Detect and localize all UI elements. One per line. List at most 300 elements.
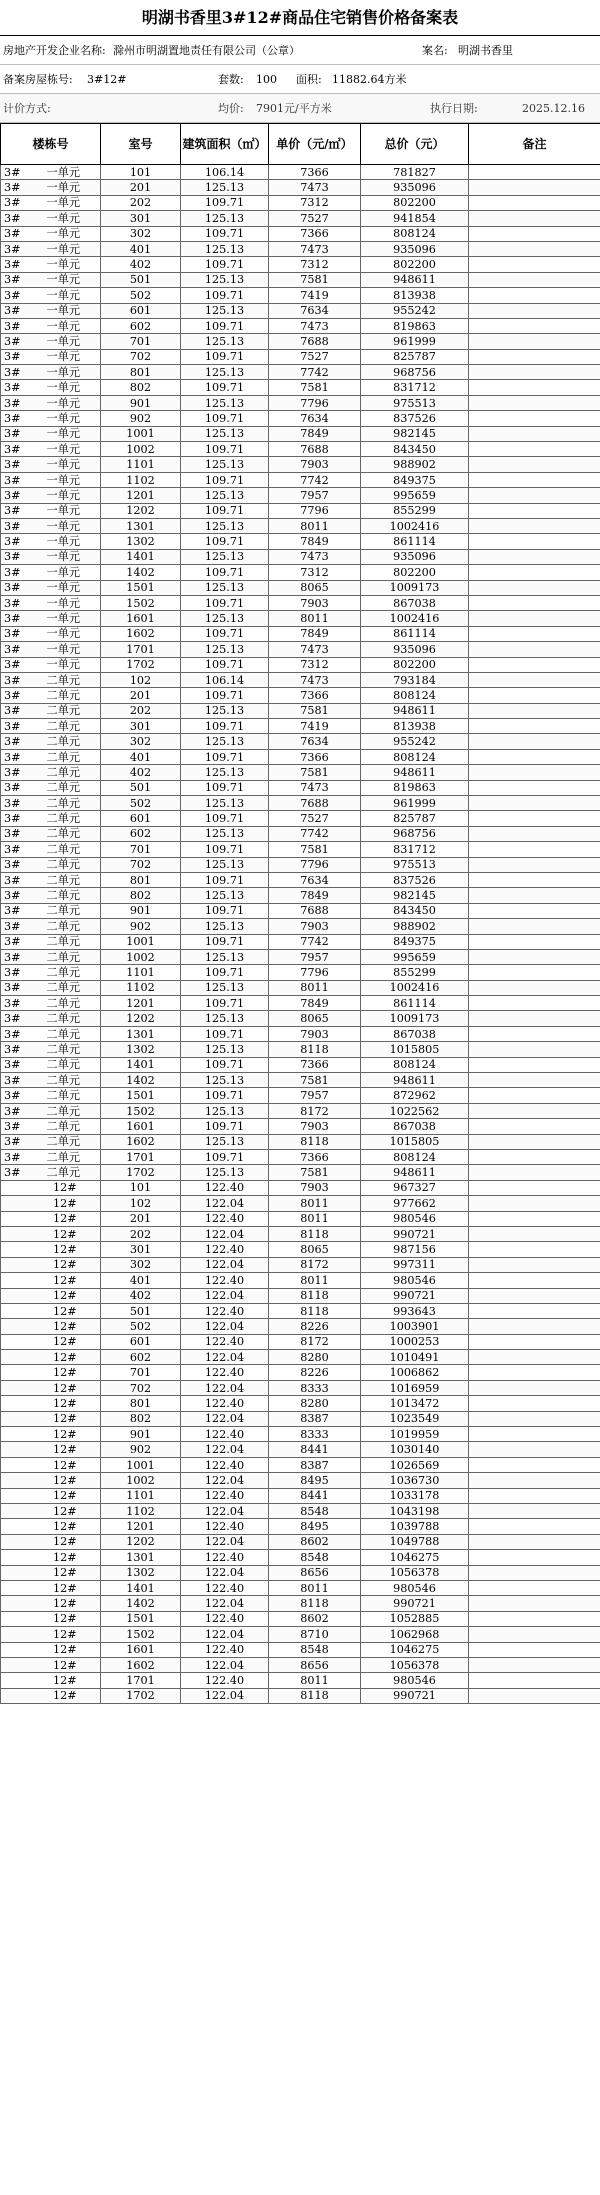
cell-area: 125.13 [181,826,269,841]
cell-total-price: 1022562 [361,1103,469,1118]
cell-building [1,257,101,272]
cell-remark [469,919,600,934]
cell-unit-price: 7366 [269,165,361,180]
table-row [1,195,600,210]
table-row [1,1196,600,1211]
cell-area: 109.71 [181,965,269,980]
cell-building: 12# [1,1442,101,1457]
table-row [1,257,600,272]
cell-remark [469,1550,600,1565]
cell-total-price: 849375 [361,472,469,487]
table-row [1,303,600,318]
cell-building: 12# [1,1180,101,1195]
cell-remark [469,1627,600,1642]
building-number: 3# [4,411,21,425]
unit-name: 一单元 [46,242,81,256]
unit-name: 二单元 [46,1104,81,1118]
cell-total-price: 802200 [361,565,469,580]
building-number: 3# [4,473,21,487]
cell-area: 109.71 [181,472,269,487]
cell-remark [469,303,600,318]
cell-room: 802 [101,1411,181,1426]
cell-room: 1301 [101,1550,181,1565]
cell-remark [469,180,600,195]
cell-remark [469,1257,600,1272]
cell-unit-price: 7581 [269,765,361,780]
building-number: 3# [4,304,21,318]
cell-building [1,857,101,872]
cell-room: 502 [101,288,181,303]
cell-room: 1301 [101,1026,181,1041]
cell-remark [469,1642,600,1657]
cell-total-price: 867038 [361,595,469,610]
table-row [1,1303,600,1318]
cell-building: 12# [1,1288,101,1303]
cell-area: 125.13 [181,1042,269,1057]
unit-name: 二单元 [46,765,81,779]
cell-remark [469,1273,600,1288]
cell-remark [469,703,600,718]
unit-name: 二单元 [46,1089,81,1103]
cell-unit-price: 8280 [269,1350,361,1365]
building-number: 3# [4,196,21,210]
building-number: 3# [4,458,21,472]
table-row [1,488,600,503]
cell-remark [469,672,600,687]
cell-building [1,826,101,841]
table-row [1,549,600,564]
unit-name: 二单元 [46,1150,81,1164]
cell-unit-price: 8118 [269,1042,361,1057]
cell-room: 1101 [101,1488,181,1503]
table-row [1,1180,600,1195]
cell-total-price: 975513 [361,857,469,872]
unit-name: 二单元 [46,981,81,995]
cell-building: 12# [1,1257,101,1272]
cell-room: 201 [101,180,181,195]
unit-name: 一单元 [46,165,81,179]
cell-building [1,934,101,949]
cell-area: 125.13 [181,488,269,503]
cell-area: 125.13 [181,580,269,595]
cell-room: 602 [101,318,181,333]
cell-remark [469,1119,600,1134]
cell-unit-price: 7419 [269,719,361,734]
cell-area: 122.04 [181,1226,269,1241]
cell-building [1,719,101,734]
table-row [1,1534,600,1549]
col-header-building: 楼栋号 [1,124,101,165]
table-row [1,503,600,518]
cell-unit-price: 7366 [269,1150,361,1165]
cell-building: 12# [1,1196,101,1211]
table-row [1,1565,600,1580]
unit-name: 一单元 [46,334,81,348]
cell-area: 109.71 [181,934,269,949]
cell-area: 125.13 [181,642,269,657]
building-number: 3# [4,442,21,456]
cell-area: 109.71 [181,842,269,857]
table-row [1,1396,600,1411]
building-number: 3# [4,1042,21,1056]
cell-area: 109.71 [181,380,269,395]
table-row [1,349,600,364]
cell-remark [469,780,600,795]
table-row [1,965,600,980]
cell-remark [469,611,600,626]
col-header-remark: 备注 [469,124,600,165]
cell-total-price: 1015805 [361,1134,469,1149]
cell-room: 1501 [101,580,181,595]
building-number: 3# [4,165,21,179]
cell-unit-price: 8118 [269,1688,361,1703]
cell-unit-price: 8280 [269,1396,361,1411]
cell-building [1,549,101,564]
cell-remark [469,1334,600,1349]
table-row [1,1596,600,1611]
cell-unit-price: 8118 [269,1134,361,1149]
cell-room: 902 [101,411,181,426]
cell-unit-price: 7688 [269,903,361,918]
table-row [1,857,600,872]
cell-building: 12# [1,1427,101,1442]
cell-remark [469,1211,600,1226]
table-row [1,380,600,395]
cell-remark [469,965,600,980]
building-number: 3# [4,873,21,887]
cell-room: 702 [101,857,181,872]
building-number: 3# [4,1166,21,1180]
cell-total-price: 997311 [361,1257,469,1272]
unit-name: 二单元 [46,719,81,733]
cell-remark [469,626,600,641]
cell-room: 1102 [101,1503,181,1518]
cell-room: 1702 [101,1165,181,1180]
cell-building [1,272,101,287]
unit-name: 一单元 [46,273,81,287]
building-number: 3# [4,181,21,195]
cell-building: 12# [1,1673,101,1688]
cell-unit-price: 7473 [269,180,361,195]
cell-area: 125.13 [181,703,269,718]
cell-unit-price: 8172 [269,1334,361,1349]
cell-unit-price: 7581 [269,380,361,395]
cell-remark [469,857,600,872]
cell-unit-price: 7634 [269,303,361,318]
cell-unit-price: 8011 [269,518,361,533]
table-row [1,1380,600,1395]
cell-remark [469,1534,600,1549]
col-header-room: 室号 [101,124,181,165]
cell-building: 12# [1,1226,101,1241]
cell-area: 125.13 [181,796,269,811]
cell-total-price: 861114 [361,626,469,641]
cell-unit-price: 7581 [269,1165,361,1180]
cell-remark [469,842,600,857]
table-row [1,1627,600,1642]
cell-unit-price: 8656 [269,1565,361,1580]
cell-area: 109.71 [181,565,269,580]
cell-remark [469,642,600,657]
table-row [1,1519,600,1534]
cell-area: 122.04 [181,1534,269,1549]
cell-room: 1502 [101,1103,181,1118]
unit-name: 一单元 [46,227,81,241]
table-row [1,1319,600,1334]
cell-total-price: 808124 [361,1150,469,1165]
cell-room: 801 [101,872,181,887]
cell-building [1,949,101,964]
cell-room: 1002 [101,949,181,964]
unit-name: 二单元 [46,858,81,872]
cell-total-price: 935096 [361,241,469,256]
cell-building [1,411,101,426]
execution-date-label: 执行日期: [430,102,478,115]
cell-unit-price: 8118 [269,1226,361,1241]
cell-unit-price: 7903 [269,919,361,934]
cell-area: 125.13 [181,241,269,256]
cell-total-price: 831712 [361,842,469,857]
cell-unit-price: 7796 [269,965,361,980]
cell-remark [469,457,600,472]
cell-remark [469,549,600,564]
cell-room: 1202 [101,1011,181,1026]
cell-unit-price: 7957 [269,488,361,503]
table-row [1,334,600,349]
unit-name: 二单元 [46,796,81,810]
cell-area: 122.04 [181,1442,269,1457]
cell-room: 602 [101,1350,181,1365]
cell-area: 122.40 [181,1488,269,1503]
cell-total-price: 861114 [361,534,469,549]
cell-area: 125.13 [181,888,269,903]
table-row [1,518,600,533]
cell-remark [469,442,600,457]
cell-area: 125.13 [181,857,269,872]
unit-name: 一单元 [46,596,81,610]
cell-building [1,749,101,764]
cell-area: 122.40 [181,1211,269,1226]
cell-building [1,534,101,549]
cell-building [1,457,101,472]
cell-area: 122.04 [181,1657,269,1672]
cell-building [1,996,101,1011]
cell-remark [469,1580,600,1595]
cell-area: 122.04 [181,1257,269,1272]
cell-building [1,919,101,934]
cell-room: 502 [101,1319,181,1334]
cell-total-price: 948611 [361,765,469,780]
cell-unit-price: 7366 [269,688,361,703]
cell-building: 12# [1,1319,101,1334]
unit-name: 二单元 [46,1012,81,1026]
cell-building [1,241,101,256]
unit-name: 一单元 [46,550,81,564]
cell-area: 125.13 [181,1165,269,1180]
cell-building [1,672,101,687]
unit-name: 二单元 [46,1119,81,1133]
cell-building: 12# [1,1211,101,1226]
cell-unit-price: 7634 [269,872,361,887]
cell-remark [469,534,600,549]
table-row [1,1673,600,1688]
cell-building [1,872,101,887]
building-number: 3# [4,1135,21,1149]
table-row [1,1165,600,1180]
table-row [1,426,600,441]
table-row [1,1226,600,1241]
cell-area: 122.04 [181,1627,269,1642]
table-row [1,1473,600,1488]
cell-room: 1501 [101,1088,181,1103]
unit-name: 一单元 [46,565,81,579]
cell-remark [469,488,600,503]
table-row [1,1427,600,1442]
cell-area: 122.40 [181,1457,269,1472]
unit-name: 二单元 [46,812,81,826]
cell-total-price: 988902 [361,457,469,472]
cell-area: 122.40 [181,1303,269,1318]
cell-area: 109.71 [181,1150,269,1165]
cell-total-price: 980546 [361,1580,469,1595]
cell-room: 1401 [101,1057,181,1072]
unit-name: 一单元 [46,581,81,595]
cell-building [1,503,101,518]
cell-room: 1501 [101,1611,181,1626]
cell-unit-price: 8011 [269,1273,361,1288]
unit-name: 一单元 [46,519,81,533]
cell-building [1,1150,101,1165]
cell-unit-price: 8118 [269,1288,361,1303]
cell-building [1,626,101,641]
cell-building: 12# [1,1596,101,1611]
avg-price-label: 均价: [218,102,244,115]
cell-building [1,980,101,995]
cell-area: 109.71 [181,872,269,887]
cell-total-price: 1056378 [361,1565,469,1580]
cell-unit-price: 8710 [269,1627,361,1642]
cell-total-price: 781827 [361,165,469,180]
cell-room: 702 [101,1380,181,1395]
cell-area: 122.40 [181,1580,269,1595]
building-number: 3# [4,1012,21,1026]
cell-room: 1702 [101,1688,181,1703]
building-number: 3# [4,396,21,410]
table-row [1,1550,600,1565]
unit-name: 二单元 [46,935,81,949]
cell-remark [469,1011,600,1026]
cell-remark [469,1473,600,1488]
cell-unit-price: 8226 [269,1319,361,1334]
cell-room: 401 [101,1273,181,1288]
table-row [1,919,600,934]
cell-building: 12# [1,1503,101,1518]
cell-area: 122.04 [181,1596,269,1611]
building-number: 3# [4,1119,21,1133]
cell-remark [469,1288,600,1303]
cell-area: 109.71 [181,688,269,703]
cell-remark [469,719,600,734]
cell-total-price: 808124 [361,1057,469,1072]
cell-total-price: 961999 [361,796,469,811]
table-row [1,703,600,718]
cell-building [1,734,101,749]
cell-area: 122.04 [181,1350,269,1365]
unit-name: 一单元 [46,381,81,395]
table-row [1,241,600,256]
table-body [1,165,600,1704]
cell-unit-price: 8656 [269,1657,361,1672]
cell-area: 122.04 [181,1196,269,1211]
unit-name: 一单元 [46,181,81,195]
cell-unit-price: 7742 [269,365,361,380]
cell-total-price: 802200 [361,657,469,672]
cell-area: 109.71 [181,534,269,549]
building-number: 3# [4,658,21,672]
cell-area: 122.40 [181,1334,269,1349]
cell-unit-price: 8495 [269,1519,361,1534]
cell-room: 401 [101,241,181,256]
cell-total-price: 1046275 [361,1642,469,1657]
table-row [1,1657,600,1672]
cell-room: 602 [101,826,181,841]
cell-area: 125.13 [181,303,269,318]
cell-total-price: 1000253 [361,1334,469,1349]
cell-room: 1001 [101,934,181,949]
cell-building [1,1088,101,1103]
cell-remark [469,657,600,672]
cell-building [1,1026,101,1041]
unit-name: 一单元 [46,658,81,672]
cell-room: 1402 [101,565,181,580]
cell-area: 109.71 [181,1088,269,1103]
unit-name: 二单元 [46,827,81,841]
cell-room: 1102 [101,472,181,487]
cell-remark [469,1673,600,1688]
table-row [1,1350,600,1365]
table-row [1,1642,600,1657]
unit-name: 一单元 [46,304,81,318]
cell-total-price: 813938 [361,719,469,734]
cell-area: 125.13 [181,518,269,533]
cell-total-price: 948611 [361,272,469,287]
cell-area: 125.13 [181,1103,269,1118]
cell-building: 12# [1,1580,101,1595]
cell-area: 122.40 [181,1611,269,1626]
cell-area: 122.40 [181,1673,269,1688]
building-value: 3#12# [87,73,127,86]
cell-remark [469,1365,600,1380]
cell-building [1,380,101,395]
cell-area: 125.13 [181,949,269,964]
cell-total-price: 1049788 [361,1534,469,1549]
cell-building [1,965,101,980]
cell-total-price: 1013472 [361,1396,469,1411]
cell-building [1,165,101,180]
cell-unit-price: 7366 [269,226,361,241]
cell-remark [469,1319,600,1334]
cell-total-price: 961999 [361,334,469,349]
cell-building [1,765,101,780]
cell-unit-price: 8602 [269,1611,361,1626]
execution-date-value: 2025.12.16 [522,102,585,115]
unit-name: 一单元 [46,642,81,656]
unit-name: 二单元 [46,688,81,702]
table-row [1,180,600,195]
building-number: 3# [4,996,21,1010]
cell-area: 122.04 [181,1565,269,1580]
cell-remark [469,1226,600,1241]
